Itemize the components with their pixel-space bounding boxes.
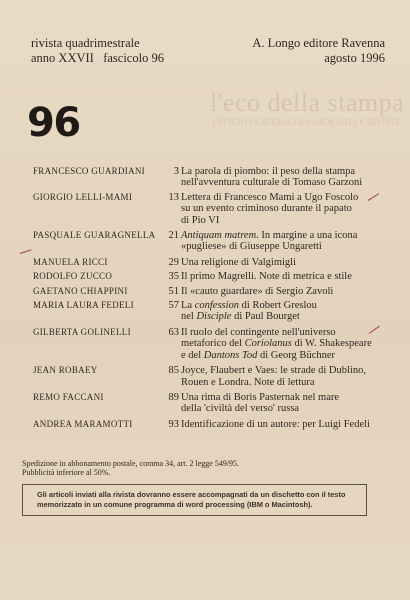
toc-title-line: Il ruolo del contingente nell'universo bbox=[181, 326, 336, 338]
postal-footnote bbox=[22, 459, 239, 478]
toc-title bbox=[181, 230, 378, 253]
toc-page-number: 63 bbox=[168, 326, 179, 338]
toc-author: GILBERTA GOLINELLI bbox=[33, 326, 131, 337]
toc-author: REMO FACCANI bbox=[33, 391, 104, 402]
toc-title-line: Identificazione di un autore: per Luigi Fedeli bbox=[181, 418, 370, 430]
submission-notice-text: Gli articoli inviati alla rivista dovranno essere accompagnati da un dischetto con il testo memorizzato in un comune programma di word processing (IBM o Macintosh). bbox=[37, 490, 346, 509]
toc-title-line: Il primo Magrelli. Note di metrica e stile bbox=[181, 271, 352, 283]
toc-entry bbox=[33, 327, 378, 361]
toc-page-number: 21 bbox=[168, 230, 179, 242]
issue-number: 96 bbox=[27, 100, 80, 146]
toc-entry bbox=[33, 300, 378, 323]
toc-page-number: 13 bbox=[168, 191, 179, 203]
toc-title bbox=[181, 192, 378, 226]
show-through-ghost-title: l'eco della stampa bbox=[210, 88, 405, 117]
toc-author: MANUELA RICCI bbox=[33, 256, 108, 267]
toc-title-line: Lettera di Francesco Mami a Ugo Foscolo bbox=[181, 191, 359, 203]
toc-title-line: «pugliese» di Giuseppe Ungaretti bbox=[181, 241, 322, 253]
toc-title bbox=[181, 300, 378, 323]
toc-title bbox=[181, 166, 378, 189]
toc-entry bbox=[33, 192, 378, 226]
toc-entry bbox=[33, 257, 378, 268]
toc-title-line: La parola di piombo: il peso della stampa bbox=[181, 166, 356, 177]
toc-entry bbox=[33, 271, 378, 282]
toc-entry bbox=[33, 166, 378, 189]
header-right bbox=[252, 36, 385, 66]
toc-page-number: 89 bbox=[168, 391, 179, 403]
toc-author: PASQUALE GUARAGNELLA bbox=[33, 230, 156, 241]
show-through-ghost-subtitle: UFFICIO DI RITAGLI DA GIORNALI E RIVISTE bbox=[212, 117, 402, 127]
toc-title bbox=[181, 365, 378, 388]
header-left bbox=[31, 36, 164, 66]
toc-entry bbox=[33, 419, 378, 430]
toc-entry bbox=[33, 365, 378, 388]
toc-author: MARIA LAURA FEDELI bbox=[33, 300, 134, 311]
toc-title-line: su un evento criminoso durante il papato bbox=[181, 203, 352, 215]
toc-title bbox=[181, 286, 378, 297]
toc-title-line: Joyce, Flaubert e Vaes: le strade di Dublino, bbox=[181, 365, 366, 377]
toc-page-number: 3 bbox=[173, 166, 179, 177]
toc-author: FRANCESCO GUARDIANI bbox=[33, 166, 145, 176]
toc-title-line: Antiquam matrem. In margine a una icona bbox=[181, 230, 358, 242]
volume-issue: anno XXVII fascicolo 96 bbox=[31, 51, 164, 65]
toc-title-line: Una rima di Boris Pasternak nel mare bbox=[181, 391, 340, 403]
toc-title-line: di Pio VI bbox=[181, 214, 220, 226]
toc-page-number: 93 bbox=[168, 418, 179, 430]
toc-title-line: Il «cauto guardare» di Sergio Zavoli bbox=[181, 285, 334, 297]
toc-title-line: nel Disciple di Paul Bourget bbox=[181, 311, 300, 323]
toc-title-line: metaforico del Coriolanus di W. Shakespeare bbox=[181, 338, 372, 350]
table-of-contents bbox=[33, 166, 378, 433]
toc-page-number: 85 bbox=[168, 365, 179, 377]
footnote-line-1: Spedizione in abbonamento postale, comma 34, art. 2 legge 549/95. bbox=[22, 459, 240, 468]
toc-page-number: 57 bbox=[168, 300, 179, 312]
toc-title bbox=[181, 392, 378, 415]
toc-entry bbox=[33, 392, 378, 415]
toc-title-line: e del Dantons Tod di Georg Büchner bbox=[181, 349, 336, 361]
toc-title-line: Rouen e Londra. Note di lettura bbox=[181, 376, 315, 388]
publication-date: agosto 1996 bbox=[324, 51, 385, 65]
pencil-mark-2 bbox=[20, 249, 32, 254]
toc-title bbox=[181, 327, 378, 361]
toc-title bbox=[181, 419, 378, 430]
submission-notice-box bbox=[22, 484, 367, 516]
journal-type: rivista quadrimestrale bbox=[31, 36, 140, 50]
toc-title-line: della 'civiltà del verso' russa bbox=[181, 403, 300, 415]
toc-title-line: nell'avventura culturale di Tomaso Garzoni bbox=[181, 177, 363, 189]
toc-entry bbox=[33, 230, 378, 253]
publisher: A. Longo editore Ravenna bbox=[252, 36, 385, 50]
toc-page-number: 29 bbox=[168, 256, 179, 268]
toc-author: ANDREA MARAMOTTI bbox=[33, 418, 133, 429]
toc-author: GIORGIO LELLI-MAMI bbox=[33, 191, 133, 202]
toc-entry bbox=[33, 286, 378, 297]
toc-page-number: 51 bbox=[168, 285, 179, 297]
toc-page-number: 35 bbox=[168, 271, 179, 283]
toc-title-line: La confession di Robert Greslou bbox=[181, 300, 317, 312]
toc-author: RODOLFO ZUCCO bbox=[33, 271, 113, 282]
footnote-line-2: Pubblicità inferiore al 50%. bbox=[22, 468, 111, 478]
toc-title bbox=[181, 271, 378, 282]
toc-author: GAETANO CHIAPPINI bbox=[33, 285, 128, 296]
toc-title-line: Una religione di Valgimigli bbox=[181, 256, 296, 268]
toc-title bbox=[181, 257, 378, 268]
toc-author: JEAN ROBAEY bbox=[33, 365, 98, 376]
